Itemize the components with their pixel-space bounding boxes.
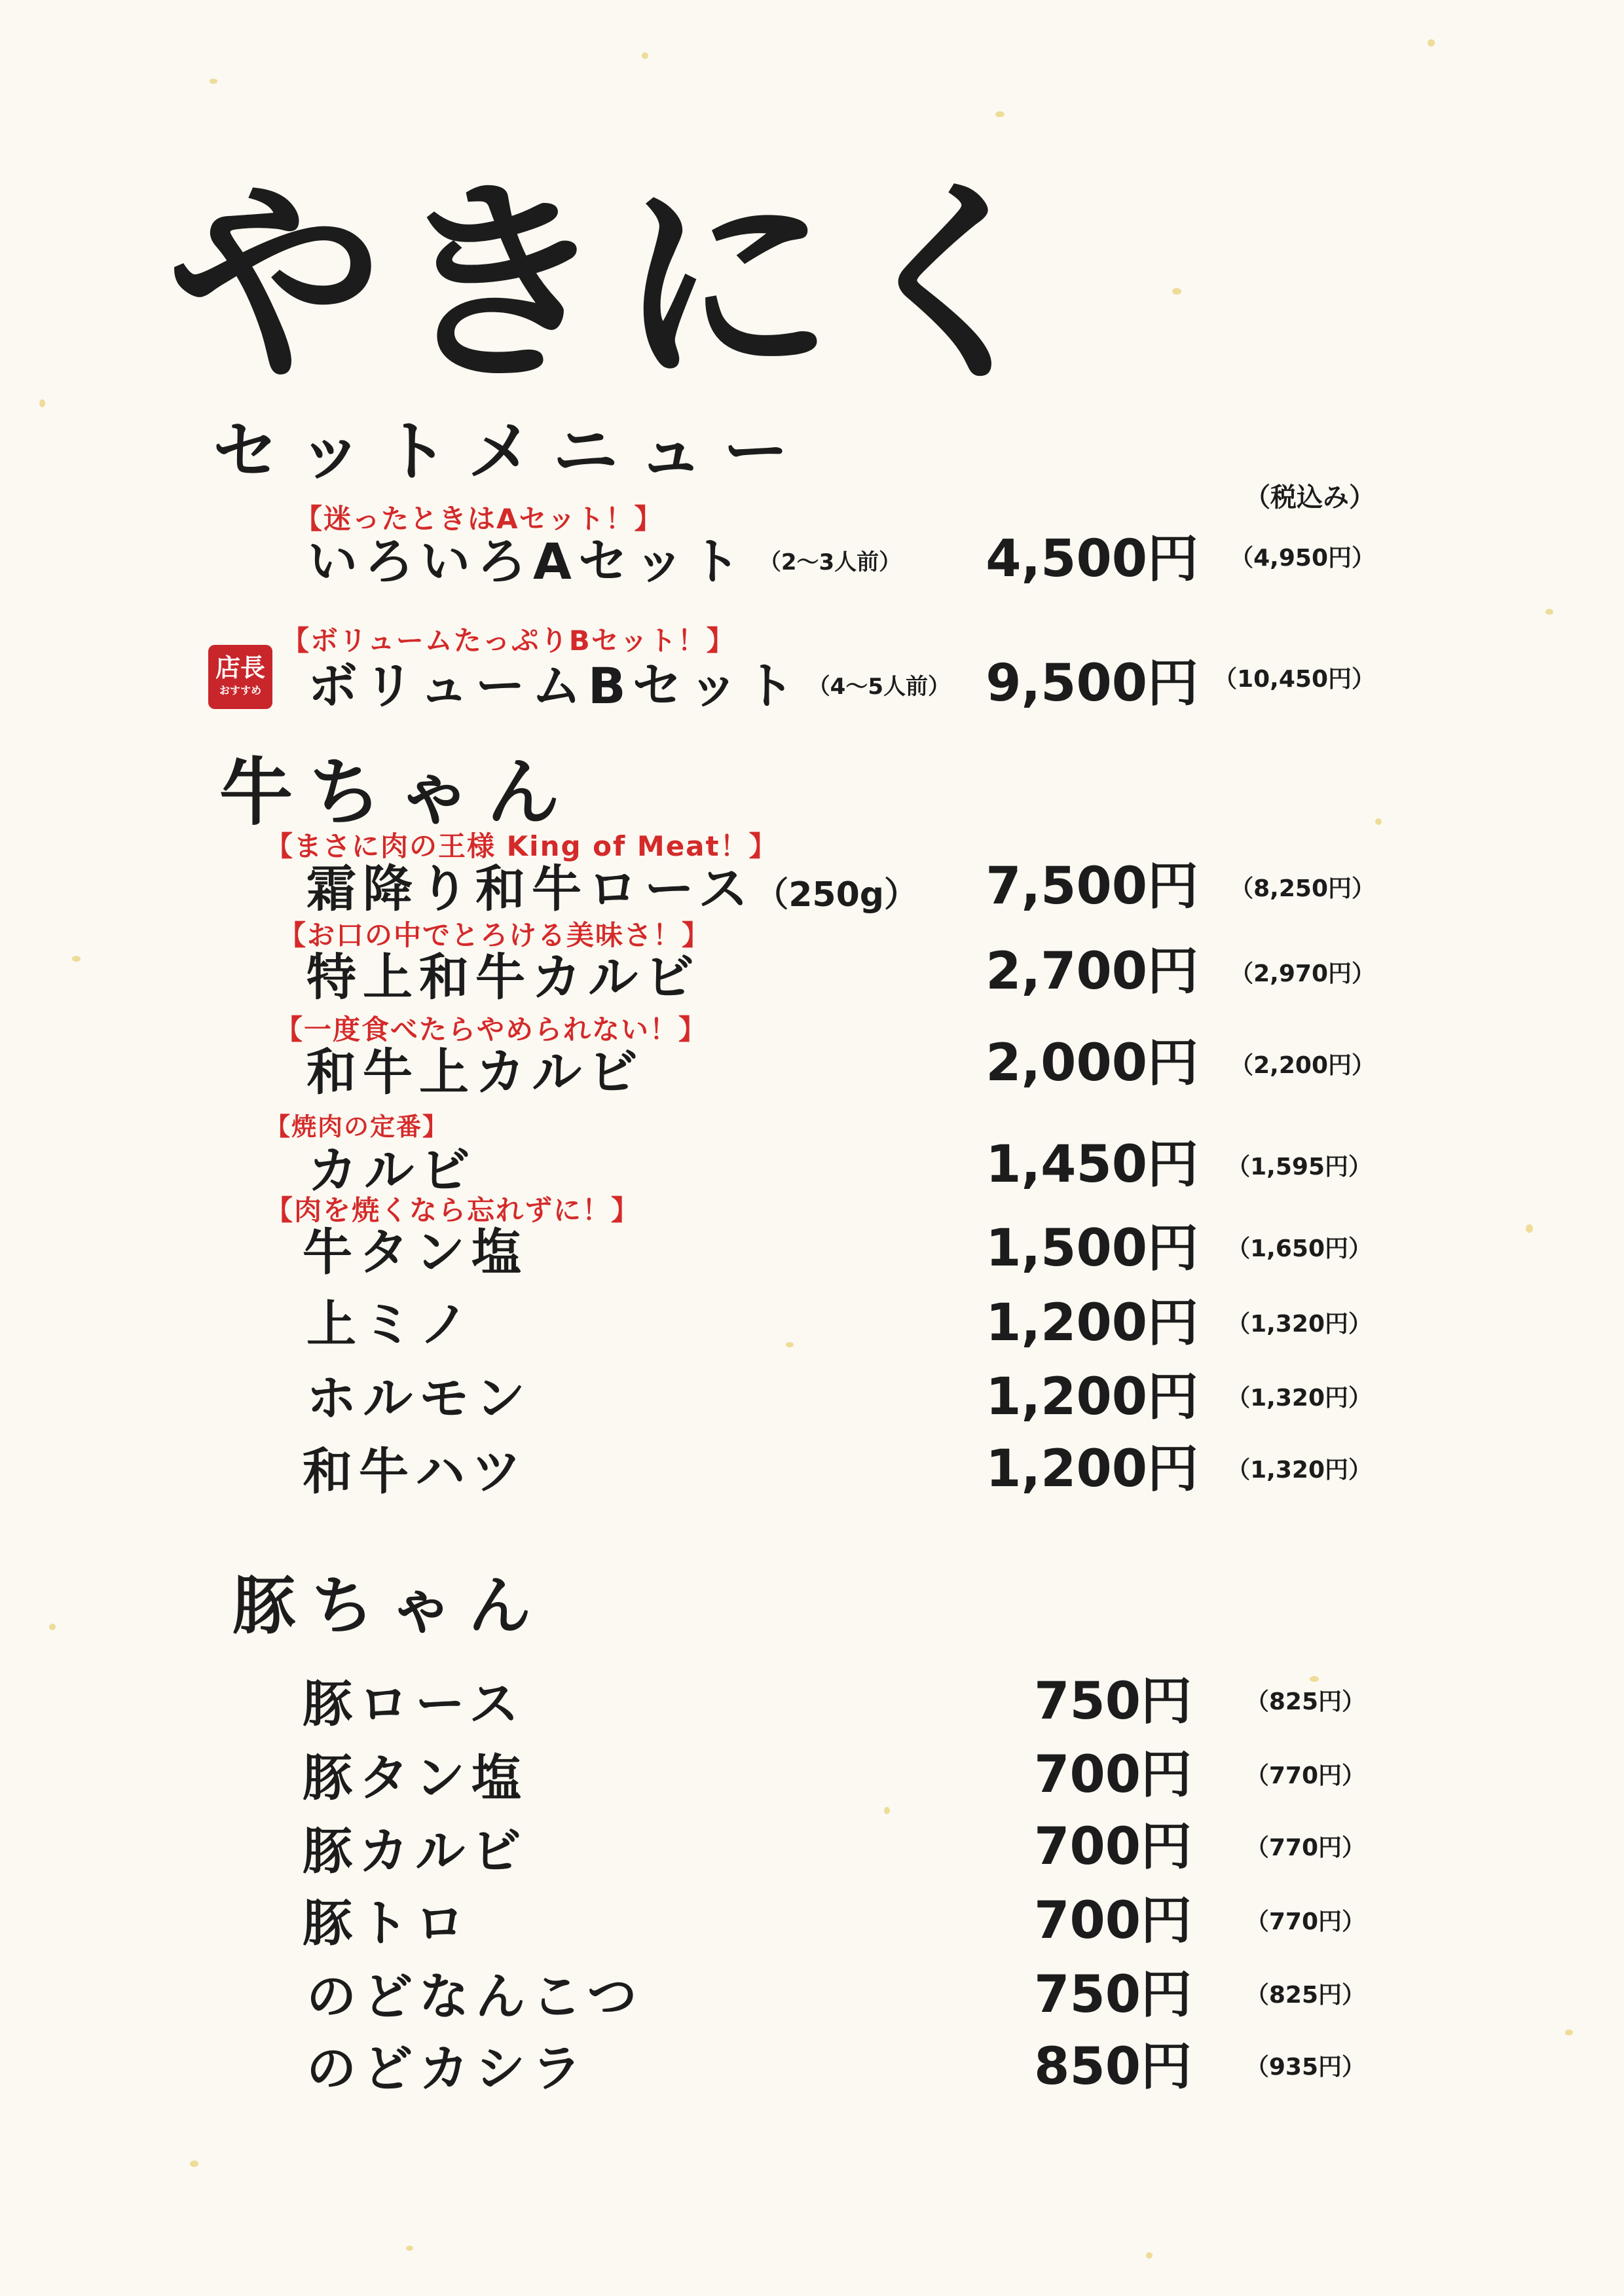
item-price: 1,200円	[986, 1294, 1198, 1353]
item-price-tax: （935円）	[1245, 2054, 1365, 2081]
item-name: 和牛ハツ	[303, 1442, 528, 1501]
item-name: 上ミノ	[306, 1295, 475, 1353]
item-price: 700円	[1034, 1891, 1192, 1950]
item-price: 750円	[1034, 1965, 1192, 2024]
item-price-tax: （825円）	[1245, 1982, 1365, 2009]
item-price: 1,200円	[986, 1368, 1198, 1427]
item-name: 霜降り和牛ロース（250g）	[306, 860, 918, 918]
item-price: 2,000円	[986, 1034, 1198, 1093]
item-name: いろいろAセット （2〜3人前）	[308, 532, 902, 591]
item-tagline: 【迷ったときはAセット！】	[295, 503, 663, 535]
item-name: 特上和牛カルビ	[306, 948, 701, 1006]
item-price-tax: （1,320円）	[1227, 1385, 1372, 1412]
item-price: 2,700円	[986, 942, 1198, 1001]
item-serving: （4〜5人前）	[807, 674, 950, 701]
item-name: ホルモン	[306, 1369, 532, 1427]
item-price-tax: （770円）	[1245, 1834, 1365, 1861]
item-name: 牛タン塩	[303, 1223, 528, 1281]
item-price-tax: （1,320円）	[1227, 1457, 1372, 1484]
item-price: 1,500円	[986, 1219, 1198, 1278]
item-price-tax: （2,200円）	[1230, 1052, 1375, 1079]
manager-recommend-stamp: 店長 おすすめ	[208, 645, 272, 709]
item-price-tax: （1,650円）	[1227, 1235, 1372, 1262]
item-price-tax: （770円）	[1245, 1908, 1365, 1935]
item-tagline: 【一度食べたらやめられない！】	[275, 1013, 708, 1046]
item-tagline: 【お口の中でとろける美味さ！】	[278, 919, 711, 951]
item-name: のどカシラ	[306, 2039, 588, 2098]
item-tagline: 【ボリュームたっぷりBセット！】	[282, 625, 735, 657]
item-name: のどなんこつ	[306, 1967, 644, 2026]
page-title: やきにく	[167, 159, 1068, 410]
item-tagline: 【まさに肉の王様 King of Meat！】	[265, 830, 778, 862]
item-price: 1,200円	[986, 1440, 1198, 1499]
item-name: 和牛上カルビ	[306, 1043, 644, 1101]
item-price: 1,450円	[986, 1135, 1198, 1194]
tax-included-header: （税込み）	[1244, 483, 1375, 513]
item-price-tax: （825円）	[1245, 1688, 1365, 1715]
item-tagline: 【肉を焼くなら忘れずに！】	[265, 1194, 640, 1226]
section-heading-buta-chan: 豚ちゃん	[232, 1569, 547, 1643]
section-heading-set-menu: セットメニュー	[213, 413, 808, 490]
item-price: 4,500円	[986, 530, 1198, 589]
item-price: 850円	[1034, 2037, 1192, 2096]
item-price: 700円	[1034, 1817, 1192, 1876]
item-price-tax: （4,950円）	[1230, 545, 1375, 572]
item-name: 豚カルビ	[303, 1822, 528, 1880]
item-serving: （2〜3人前）	[758, 549, 902, 576]
item-price-tax: （10,450円）	[1213, 666, 1375, 693]
item-name: 豚トロ	[303, 1894, 471, 1952]
item-price-tax: （8,250円）	[1230, 875, 1375, 902]
item-price: 750円	[1034, 1672, 1192, 1731]
item-tagline: 【焼肉の定番】	[265, 1112, 449, 1141]
section-heading-gyu-chan: 牛ちゃん	[219, 750, 576, 835]
item-price: 7,500円	[986, 857, 1198, 916]
item-price-tax: （2,970円）	[1230, 960, 1375, 987]
item-name: カルビ	[308, 1141, 477, 1199]
item-name: 豚ロース	[303, 1675, 526, 1733]
item-price-tax: （1,320円）	[1227, 1311, 1372, 1338]
item-price-tax: （1,595円）	[1227, 1154, 1372, 1180]
item-price-tax: （770円）	[1245, 1762, 1365, 1789]
item-price: 700円	[1034, 1745, 1192, 1804]
item-name: ボリュームBセット （4〜5人前）	[308, 657, 950, 715]
item-price: 9,500円	[986, 654, 1198, 713]
item-name: 豚タン塩	[303, 1749, 528, 1807]
item-serving: （250g）	[754, 875, 918, 915]
